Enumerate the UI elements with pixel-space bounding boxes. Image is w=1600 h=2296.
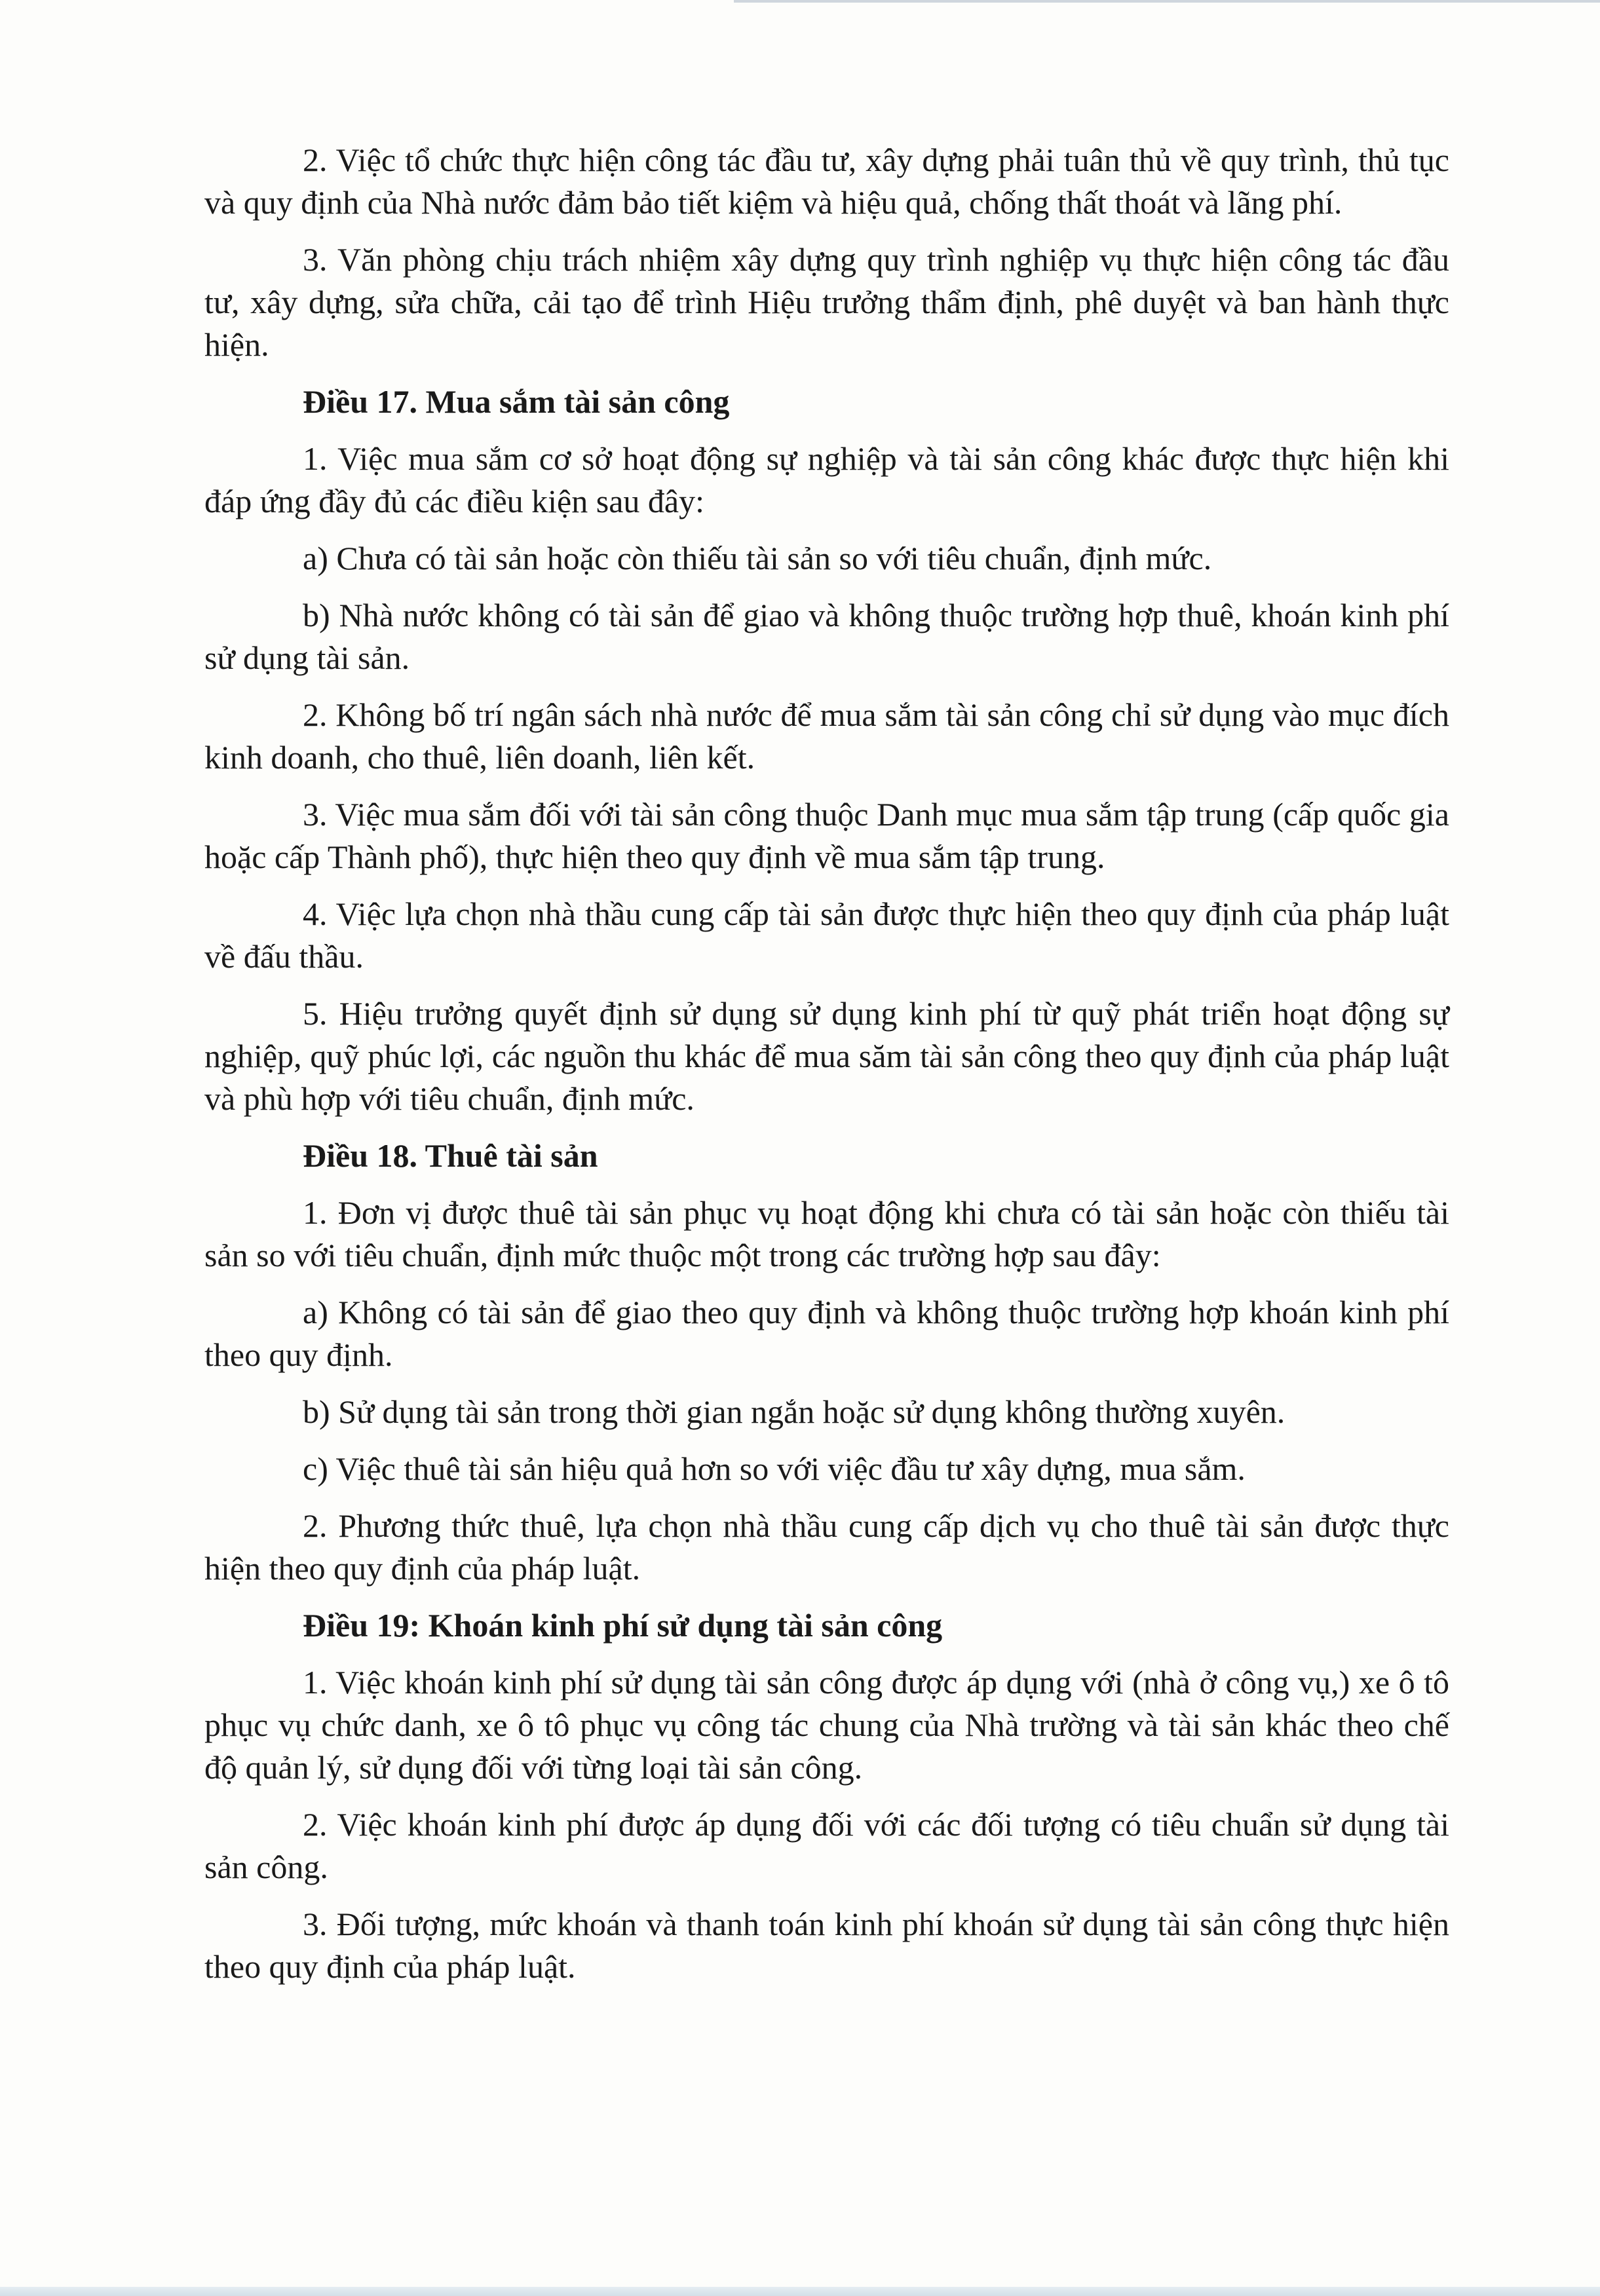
paragraph: 2. Việc khoán kinh phí được áp dụng đối với các đối tượng có tiêu chuẩn sử dụng tài sản công.	[204, 1806, 1449, 1885]
article-heading-18: Điều 18. Thuê tài sản	[303, 1137, 598, 1174]
paragraph: b) Sử dụng tài sản trong thời gian ngắn hoặc sử dụng không thường xuyên.	[303, 1393, 1286, 1430]
paragraph: c) Việc thuê tài sản hiệu quả hơn so với việc đầu tư xây dựng, mua sắm.	[303, 1450, 1246, 1487]
document-body	[204, 139, 1449, 2003]
paragraph: 4. Việc lựa chọn nhà thầu cung cấp tài sản được thực hiện theo quy định của pháp luật về đấu thầu.	[204, 895, 1449, 975]
paragraph: 2. Việc tổ chức thực hiện công tác đầu tư, xây dựng phải tuân thủ về quy trình, thủ tục và quy định của Nhà nước đảm bảo tiết kiệm và hiệu quả, chống thất thoát và lãng phí.	[204, 141, 1449, 221]
paragraph: b) Nhà nước không có tài sản để giao và không thuộc trường hợp thuê, khoán kinh phí sử dụng tài sản.	[204, 597, 1449, 676]
paragraph: 3. Việc mua sắm đối với tài sản công thuộc Danh mục mua sắm tập trung (cấp quốc gia hoặc cấp Thành phố), thực hiện theo quy định về mua sắm tập trung.	[204, 796, 1449, 875]
paragraph: a) Không có tài sản để giao theo quy định và không thuộc trường hợp khoán kinh phí theo quy định.	[204, 1294, 1449, 1373]
paragraph: 1. Đơn vị được thuê tài sản phục vụ hoạt động khi chưa có tài sản hoặc còn thiếu tài sản so với tiêu chuẩn, định mức thuộc một trong các trường hợp sau đây:	[204, 1194, 1449, 1273]
paragraph: 3. Đối tượng, mức khoán và thanh toán kinh phí khoán sử dụng tài sản công thực hiện theo quy định của pháp luật.	[204, 1906, 1449, 1985]
paragraph: 2. Không bố trí ngân sách nhà nước để mua sắm tài sản công chỉ sử dụng vào mục đích kinh doanh, cho thuê, liên doanh, liên kết.	[204, 696, 1449, 776]
article-heading-17: Điều 17. Mua sắm tài sản công	[303, 383, 730, 420]
paragraph: 1. Việc khoán kinh phí sử dụng tài sản công được áp dụng với (nhà ở công vụ,) xe ô tô phục vụ chức danh, xe ô tô phục vụ công tác chung của Nhà trường và tài sản khác theo chế độ quản lý, sử dụng đối với từng loại tài sản công.	[204, 1664, 1449, 1786]
paragraph: 2. Phương thức thuê, lựa chọn nhà thầu cung cấp dịch vụ cho thuê tài sản được thực hiện theo quy định của pháp luật.	[204, 1507, 1449, 1587]
paragraph: 1. Việc mua sắm cơ sở hoạt động sự nghiệp và tài sản công khác được thực hiện khi đáp ứng đầy đủ các điều kiện sau đây:	[204, 440, 1449, 519]
scan-bottom-edge	[0, 2287, 1600, 2296]
paragraph: 5. Hiệu trưởng quyết định sử dụng sử dụng kinh phí từ quỹ phát triển hoạt động sự nghiệp, quỹ phúc lợi, các nguồn thu khác để mua săm tài sản công theo quy định của pháp luật và phù hợp với tiêu chuẩn, định mức.	[204, 995, 1449, 1117]
article-heading-19: Điều 19: Khoán kinh phí sử dụng tài sản công	[303, 1607, 943, 1644]
paragraph: a) Chưa có tài sản hoặc còn thiếu tài sản so với tiêu chuẩn, định mức.	[303, 540, 1212, 576]
paragraph: 3. Văn phòng chịu trách nhiệm xây dựng quy trình nghiệp vụ thực hiện công tác đầu tư, xây dựng, sửa chữa, cải tạo để trình Hiệu trưởng thẩm định, phê duyệt và ban hành thực hiện.	[204, 241, 1449, 363]
scan-top-edge	[734, 0, 1600, 3]
